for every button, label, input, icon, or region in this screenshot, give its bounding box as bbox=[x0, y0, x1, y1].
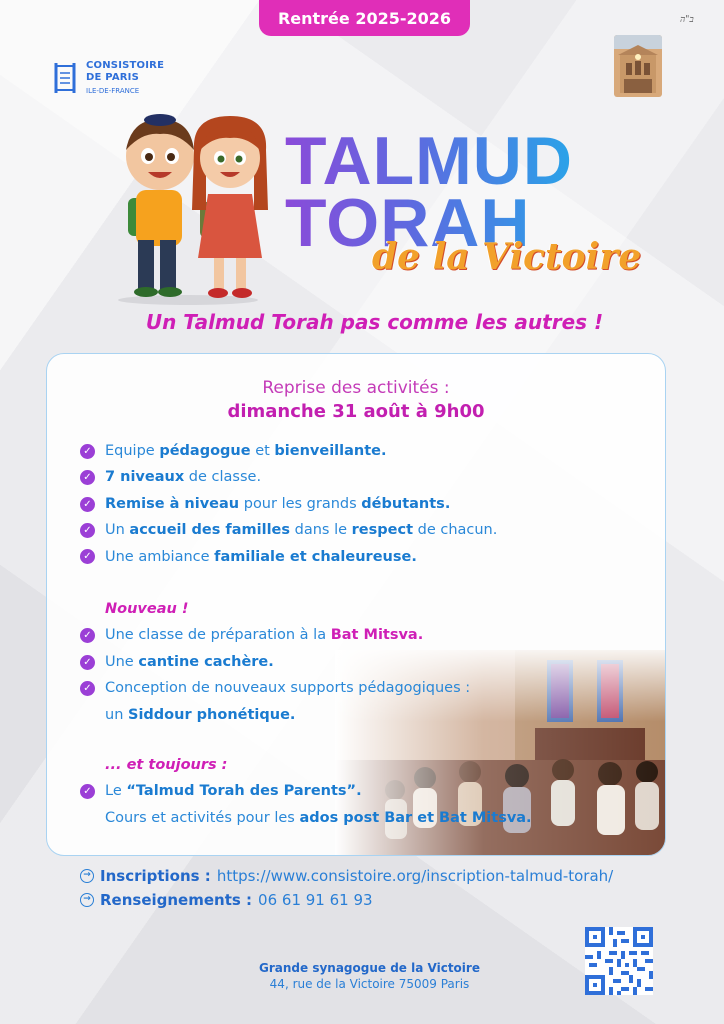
item-bold: “Talmud Torah des Parents”. bbox=[126, 783, 362, 800]
reprise-date: dimanche 31 août à 9h00 bbox=[227, 401, 485, 422]
item-bold: bienveillante. bbox=[274, 443, 387, 459]
reprise-line-1: Reprise des activités : bbox=[262, 378, 450, 398]
item-bold: Bat Mitsva. bbox=[330, 627, 424, 644]
item-text: Un bbox=[105, 522, 130, 539]
season-badge-text: Rentrée 2025-2026 bbox=[277, 8, 452, 28]
inscriptions-row bbox=[80, 864, 613, 888]
consistoire-logo[interactable] bbox=[50, 60, 164, 97]
arrow-right-icon: → bbox=[80, 869, 94, 883]
check-icon: ✓ bbox=[80, 681, 95, 696]
item-text: Le bbox=[105, 783, 127, 800]
nouveau-list bbox=[80, 596, 470, 728]
item-text: un bbox=[105, 706, 128, 723]
info-card bbox=[46, 353, 666, 856]
bsd-mark: ב"ה bbox=[680, 15, 694, 25]
inscriptions-label: Inscriptions : bbox=[100, 867, 211, 885]
check-icon: ✓ bbox=[80, 784, 95, 799]
item-text: Une bbox=[105, 653, 139, 670]
check-icon: ✓ bbox=[80, 628, 95, 643]
check-icon: ✓ bbox=[80, 549, 95, 564]
arrow-right-icon: → bbox=[80, 893, 94, 907]
item-text: de classe. bbox=[184, 469, 262, 486]
renseignements-label: Renseignements : bbox=[100, 891, 253, 909]
kids-illustration bbox=[108, 110, 278, 306]
synagogue-image bbox=[614, 35, 662, 97]
item-bold: pédagogue bbox=[159, 443, 251, 459]
item-bold: cantine cachère. bbox=[138, 653, 274, 670]
logo-line-1: CONSISTOIRE bbox=[86, 60, 165, 71]
item-bold: Siddour phonétique. bbox=[128, 706, 296, 723]
title-subtitle: de la Victoire bbox=[372, 236, 642, 278]
item-text: et bbox=[250, 443, 275, 459]
item-bold: 7 niveaux bbox=[105, 469, 185, 486]
item-text: Une ambiance bbox=[105, 548, 215, 565]
phone-number[interactable]: 06 61 91 61 93 bbox=[258, 891, 373, 909]
list-item bbox=[80, 675, 470, 701]
item-bold: accueil des familles bbox=[129, 522, 291, 539]
item-text: dans le bbox=[290, 522, 352, 539]
list-item bbox=[80, 544, 497, 570]
item-text: pour les grands bbox=[239, 495, 362, 512]
list-item-continuation bbox=[80, 702, 470, 728]
list-item bbox=[80, 622, 470, 648]
list-item bbox=[80, 649, 470, 675]
item-bold: ados post Bar et Bat Mitsva. bbox=[299, 809, 532, 826]
item-bold: débutants. bbox=[361, 495, 451, 512]
address-line-2: 44, rue de la Victoire 75009 Paris bbox=[269, 977, 470, 991]
season-badge bbox=[259, 0, 470, 36]
title-line-2: TORAH bbox=[285, 185, 531, 261]
list-item bbox=[80, 438, 497, 464]
item-text: Cours et activités pour les bbox=[105, 809, 300, 826]
item-bold: respect bbox=[351, 522, 413, 539]
features-list bbox=[80, 438, 497, 570]
item-text: Equipe bbox=[105, 443, 160, 459]
list-item bbox=[80, 491, 497, 517]
inscriptions-link[interactable]: https://www.consistoire.org/inscription-talmud-torah/ bbox=[216, 867, 614, 885]
check-icon: ✓ bbox=[80, 523, 95, 538]
list-item bbox=[80, 517, 497, 543]
renseignements-row bbox=[80, 888, 613, 912]
tagline: Un Talmud Torah pas comme les autres ! bbox=[145, 310, 604, 334]
list-item bbox=[80, 464, 497, 490]
reprise-block bbox=[47, 376, 665, 424]
list-item-continuation bbox=[80, 805, 532, 831]
check-icon: ✓ bbox=[80, 497, 95, 512]
list-item bbox=[80, 778, 532, 804]
scroll-icon bbox=[50, 60, 80, 96]
contact-links bbox=[80, 864, 613, 912]
address-line-1: Grande synagogue de la Victoire bbox=[259, 961, 480, 975]
check-icon: ✓ bbox=[80, 655, 95, 670]
check-icon: ✓ bbox=[80, 470, 95, 485]
toujours-label: ... et toujours : bbox=[105, 757, 228, 773]
title-line-1: TALMUD bbox=[285, 123, 573, 199]
logo-line-2: DE PARIS bbox=[86, 72, 139, 83]
item-text: Conception de nouveaux supports pédagogiques : bbox=[105, 680, 471, 697]
item-text: Une classe de préparation à la bbox=[105, 627, 331, 644]
qr-code-icon[interactable] bbox=[585, 927, 653, 995]
toujours-list bbox=[80, 752, 532, 831]
nouveau-label: Nouveau ! bbox=[105, 601, 189, 617]
item-bold: familiale et chaleureuse. bbox=[214, 548, 417, 565]
logo-line-3: ILE-DE-FRANCE bbox=[86, 87, 140, 95]
item-text: de chacun. bbox=[413, 522, 498, 539]
item-bold: Remise à niveau bbox=[105, 495, 240, 512]
check-icon: ✓ bbox=[80, 444, 95, 459]
